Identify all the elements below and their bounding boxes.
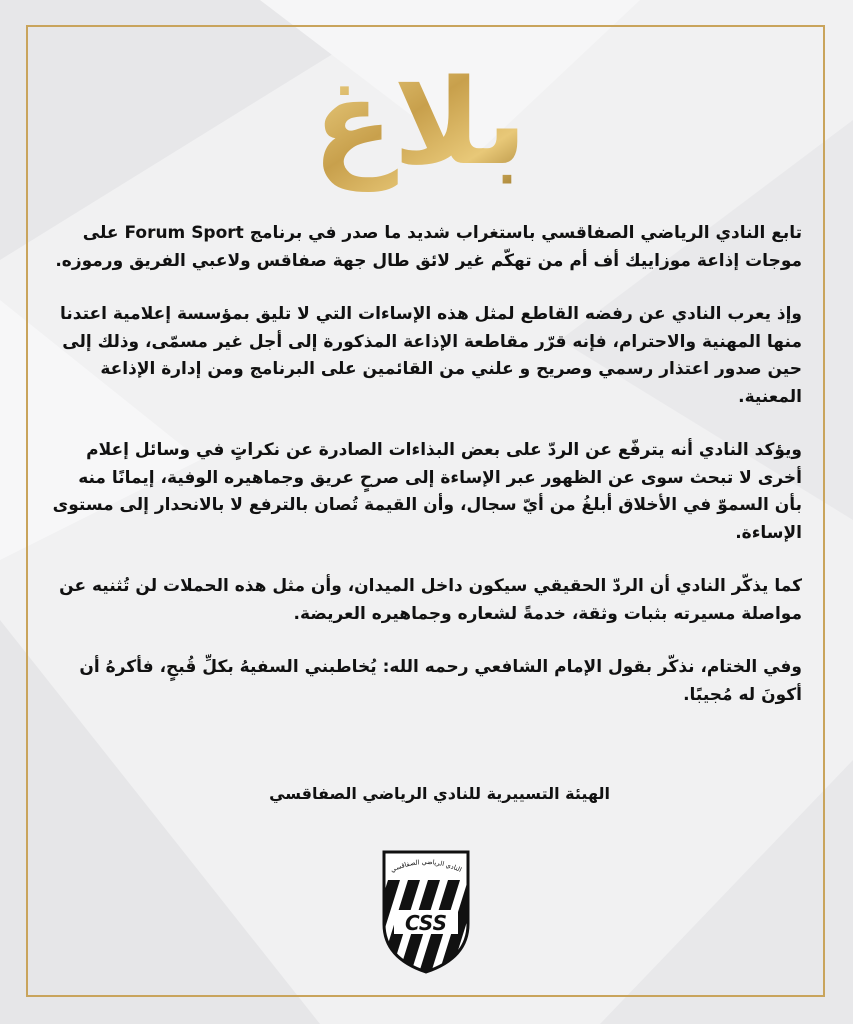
- paragraph-2: وإذ يعرب النادي عن رفضه القاطع لمثل هذه الإساءات التي لا تليق بمؤسسة إعلامية اعتدنا منها المهنية والاحترام، فإنه قرّر مقاطعة الإذاعة المذكورة إلى أجل غير مسمّى، وذلك إلى حين صدور اعتذار رسمي وصريح و علني من القائمين على البرنامج ومن إدارة الإذاعة المعنية.: [60, 304, 802, 407]
- club-logo: [378, 846, 474, 976]
- title-text: بلاغ: [312, 53, 528, 191]
- announcement-body: [50, 220, 802, 735]
- signature: الهيئة التسييرية للنادي الرياضي الصفاقسي: [269, 784, 610, 803]
- paragraph-5: وفي الختام، نذكّر بقول الإمام الشافعي رحمه الله: يُخاطبني السفيهُ بكلِّ قُبحٍ، فأكرهُ أن أكونَ له مُجيبًا.: [79, 657, 802, 705]
- logo-letters: CSS: [404, 911, 448, 935]
- title-heading: [290, 35, 550, 205]
- paragraph-4: كما يذكّر النادي أن الردّ الحقيقي سيكون داخل الميدان، وأن مثل هذه الحملات لن تُثنيه عن مواصلة مسيرته بثبات وثقة، خدمةً لشعاره وجماهيره العريضة.: [59, 576, 802, 624]
- paragraph-1: تابع النادي الرياضي الصفاقسي باستغراب شديد ما صدر في برنامج Forum Sport على موجات إذاعة موزاييك أف أم من تهكّم غير لائق طال جهة صفاقس ولاعبي الفريق ورموزه.: [55, 223, 802, 271]
- logo-arc-text: النادي الرياضي الصفاقسي: [389, 857, 463, 874]
- paragraph-3: ويؤكد النادي أنه يترفّع عن الردّ على بعض البذاءات الصادرة عن نكراتٍ في وسائل إعلام أخرى لا تبحث سوى عن الظهور عبر الإساءة إلى صرحٍ عريق وجماهيره الوفية، إيمانًا منه بأن السموّ في الأخلاق أبلغُ من أيّ سجال، وأن القيمة تُصان بالترفع لا بالانحدار إلى مستوى الإساءة.: [52, 440, 802, 543]
